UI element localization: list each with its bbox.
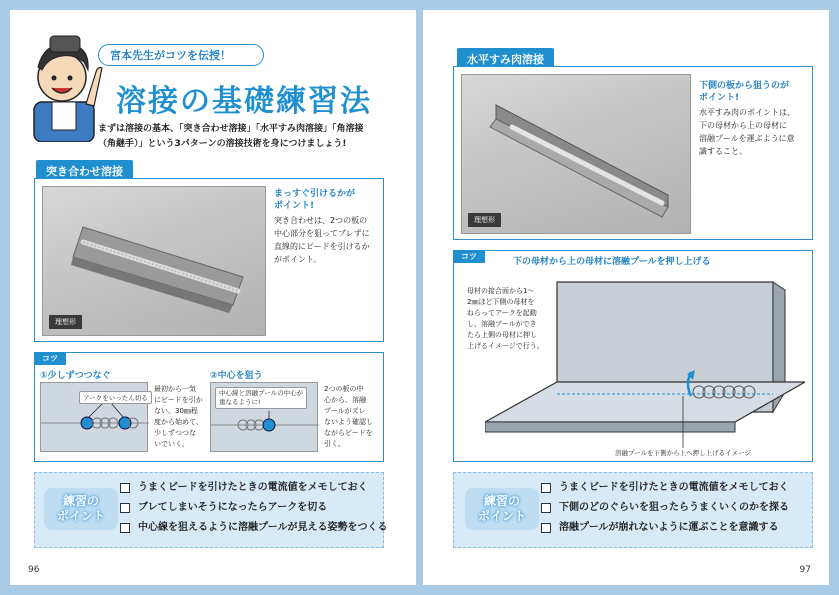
practice-badge-line: 練習の [62,494,99,508]
kotsu-body-line: 上げるイメージで行う。 [467,342,544,350]
point-body-line: がポイント。 [274,255,322,264]
kotsu-body-line: ねらってアークを起動 [467,309,537,317]
butt-weld-photo [42,186,266,336]
kotsu-body-line: 2㎜ほど下側の母材を [467,298,535,306]
kotsu-body-line: たら上側の母材に押し [467,331,537,339]
checkbox-icon [120,483,130,493]
practice-item-text: 下側のどのぐらいを狙ったらうまくいくのかを探る [559,502,789,513]
tip1-body-line: いでいく。 [154,440,189,448]
tip2-callout-line: 中心線と溶融プールの中心が [219,389,304,397]
checkbox-icon [541,503,551,513]
kotsu-body-line: し、溶融プールができ [467,320,537,328]
point-title-line: 下側の板から狙うのが [699,81,790,91]
practice-item-text: ブレてしまいそうになったらアークを切る [138,502,328,513]
practice-item [541,498,789,518]
photo-tag: 理想形 [49,315,82,329]
practice-item [120,518,388,538]
page-title: 溶接の基礎練習法 [116,84,372,119]
practice-badge-line: ポイント [477,509,526,523]
point-body-line: 突き合わせは、2つの板の [274,216,368,225]
checkbox-icon [120,503,130,513]
tip2-diagram [210,382,318,452]
tip1-body-line: 少しずつつな [154,429,196,437]
practice-item [120,498,388,518]
point-title [274,188,382,212]
tip2-body-line: プールがズレ [324,407,366,415]
intro-text [98,122,364,152]
point-body [274,214,382,266]
practice-badge-line: 練習の [483,494,520,508]
tip1-body-line: にビードを引か [154,396,203,404]
practice-list-right [541,478,789,538]
teacher-mascot-illustration [24,32,104,142]
photo-tag: 理想形 [468,213,501,227]
kotsu-body-line: 母材の接合面から1～ [467,287,535,295]
point-body-line: 下の母材から上の母材に [699,121,787,130]
fillet-weld-point [699,80,811,158]
point-title-line: ポイント! [274,201,315,211]
point-body-line: 水平すみ肉のポイントは、 [699,108,795,117]
practice-list-left [120,478,388,538]
kotsu-tab: コツ [453,250,485,263]
checkbox-icon [541,483,551,493]
point-title-line: ポイント! [699,93,740,103]
tip2-body-line: 2つの板の中 [324,385,364,393]
point-body-line: 中心部分を狙ってブレずに [274,229,370,238]
tip2-body-line: ながらビードを [324,429,373,437]
point-body [699,106,811,158]
tip1-diagram [40,382,148,452]
kotsu-body [463,282,553,356]
point-body-line: 識すること。 [699,147,747,156]
tip1-title: ①少しずつつなぐ [40,371,111,381]
tip1-body-line: 度から始めて、 [154,418,203,426]
fillet-weld-plate-illustration [462,75,691,234]
tip2-callout [215,387,307,409]
practice-badge-line: ポイント [56,509,105,523]
point-title [699,80,811,104]
teacher-banner-text: 宮本先生がコツを伝授！ [110,49,231,62]
tip1-callout: アークをいったん切る [79,391,152,404]
tip2-title: ②中心を狙う [210,371,263,381]
intro-line: まずは溶接の基本、「突き合わせ溶接」「水平すみ肉溶接」「角溶接 [98,124,364,134]
practice-badge [44,488,118,530]
practice-item [120,478,388,498]
practice-item [541,518,789,538]
section-label-butt-weld: 突き合わせ溶接 [36,160,133,182]
checkbox-icon [541,523,551,533]
tip1-body-line: 最初から一気 [154,385,196,393]
butt-weld-plate-illustration [43,187,266,336]
practice-item-text: 溶融プールが崩れないように運ぶことを意識する [559,522,779,533]
practice-item-text: うまくビードを引けたときの電流値をメモしておく [138,482,368,493]
checkbox-icon [120,523,130,533]
tip1-body-line: ない。30㎜程 [154,407,198,415]
kotsu-heading: 下の母材から上の母材に溶融プールを押し上げる [513,257,711,267]
kotsu-tab: コツ [34,352,66,365]
point-title-line: まっすぐ引けるかが [274,189,356,199]
point-body-line: 直線的にビードを引けるか [274,242,370,251]
fillet-weld-photo [461,74,691,234]
page-number: 97 [799,565,811,575]
tip2-body-line: 心から、溶融 [324,396,366,404]
tip2-body-line: ないよう確認し [324,418,373,426]
tip2-callout-line: 重なるように! [219,398,261,406]
practice-item-text: うまくビードを引けたときの電流値をメモしておく [559,482,789,493]
practice-item-text: 中心線を狙えるように溶融プールが見える姿勢をつくる [138,522,388,533]
section-label-fillet-weld: 水平すみ肉溶接 [457,48,554,70]
intro-line: （角継手）」という3パターンの溶接技術を身につけましょう! [98,139,347,149]
left-page [10,10,416,585]
point-body-line: 溶融プールを運ぶように意 [699,134,795,143]
tip1-body [154,384,203,450]
practice-badge [465,488,539,530]
butt-weld-point [274,188,382,266]
right-page [423,10,829,585]
tip2-body [324,384,373,450]
diagram-caption: 溶融プールを下側から上へ押し上げるイメージ [615,449,751,457]
practice-item [541,478,789,498]
page-number: 96 [28,565,40,575]
tip2-body-line: 引く。 [324,440,345,448]
